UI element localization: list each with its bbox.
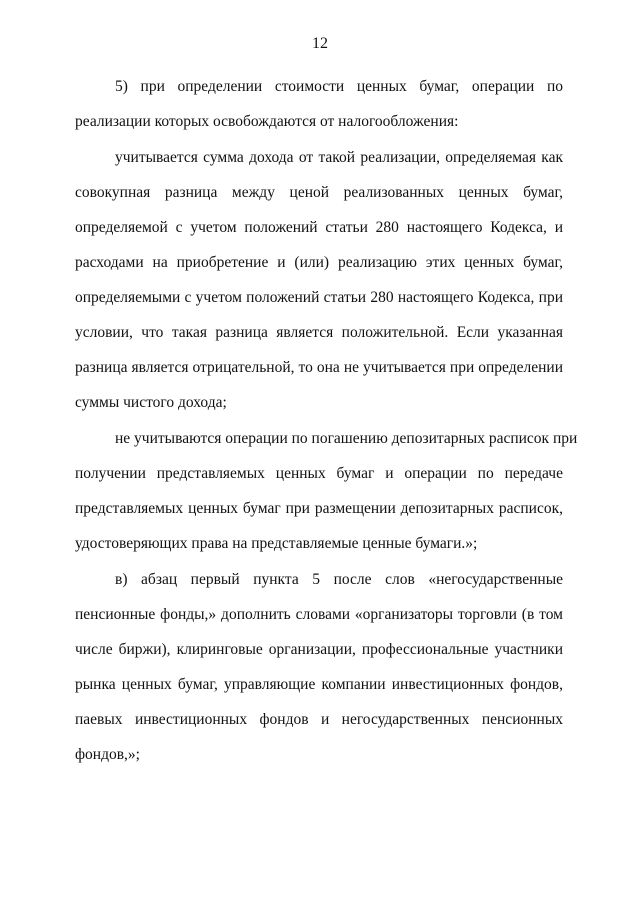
text-line: числе биржи), клиринговые организации, профессиональные участники: [75, 641, 563, 658]
text-line: определяемой с учетом положений статьи 280 настоящего Кодекса, и: [75, 219, 563, 236]
text-line: определяемыми с учетом положений статьи 280 настоящего Кодекса, при: [75, 289, 563, 306]
page-number: 12: [312, 35, 328, 52]
paragraph-item-v: [75, 569, 563, 765]
text-line: реализации которых освобождаются от налогообложения:: [75, 113, 459, 130]
text-line: учитывается сумма дохода от такой реализации, определяемая как: [115, 149, 563, 166]
text-line: в) абзац первый пункта 5 после слов «негосударственные: [115, 571, 563, 588]
paragraph-not-counted-operations: [75, 428, 578, 554]
text-line: рынка ценных бумаг, управляющие компании инвестиционных фондов,: [75, 676, 563, 693]
text-line: представляемых ценных бумаг при размещении депозитарных расписок,: [75, 500, 563, 517]
text-line: удостоверяющих права на представляемые ценные бумаги.»;: [75, 535, 478, 552]
text-line: фондов,»;: [75, 746, 140, 763]
document-body: [75, 76, 578, 780]
text-line: паевых инвестиционных фондов и негосударственных пенсионных: [75, 711, 563, 728]
text-line: расходами на приобретение и (или) реализацию этих ценных бумаг,: [75, 254, 563, 271]
text-line: разница является отрицательной, то она не учитывается при определении: [75, 359, 563, 376]
text-line: совокупная разница между ценой реализованных ценных бумаг,: [75, 184, 563, 201]
paragraph-counted-income: [75, 147, 563, 413]
text-line: получении представляемых ценных бумаг и операции по передаче: [75, 465, 563, 482]
text-line: условии, что такая разница является положительной. Если указанная: [75, 324, 563, 341]
text-line: 5) при определении стоимости ценных бумаг, операции по: [115, 78, 563, 95]
text-line: суммы чистого дохода;: [75, 394, 227, 411]
text-line: не учитываются операции по погашению депозитарных расписок при: [115, 430, 578, 447]
paragraph-item-5: [75, 76, 563, 132]
text-line: пенсионные фонды,» дополнить словами «организаторы торговли (в том: [75, 606, 563, 623]
